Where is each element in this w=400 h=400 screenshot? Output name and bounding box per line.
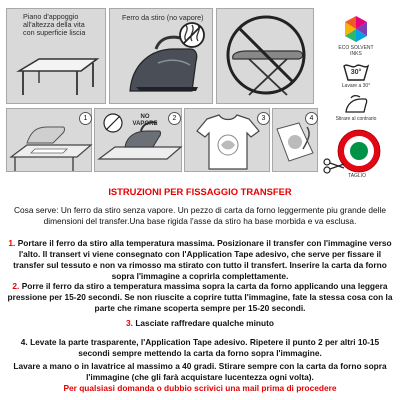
cut-label: TAGLIO	[348, 173, 366, 179]
wash-label: Lavare a 30°	[341, 83, 371, 89]
panel-step-2	[94, 108, 182, 172]
panel-iron-no-steam	[109, 8, 213, 104]
no-steam-symbol-icon	[110, 9, 214, 105]
step-2-text: Porre il ferro da stiro a temperatura massima sopra la carta da forno applicando una leggera pressione per 15-20 secondi. Se non riuscite a coprire tutta l'immagine, fate la stessa cosa con la parte che rimane scoperta sempre per 15-20 secondi.	[7, 281, 393, 313]
wash-paragraph	[4, 361, 396, 383]
intro-paragraph	[4, 205, 396, 227]
panel-step-4	[272, 108, 318, 172]
eco-solvent-logo-icon	[341, 14, 371, 44]
step-1-number: 1.	[8, 238, 16, 248]
panel-step-1	[6, 108, 92, 172]
step-1-paragraph	[4, 238, 396, 282]
step-2-number: 2.	[12, 281, 20, 291]
work-surface-caption: Piano d'appoggio all'altezza della vita con superficie liscia	[23, 12, 86, 38]
panel-step-3	[184, 108, 270, 172]
step-4-text: 4. Levate la parte trasparente, l'Application Tape adesivo. Ripetere il punto 2 per altri 10-15 secondi sempre mettendo la carta da forno sopra l'immagine.	[20, 337, 380, 358]
step-3-number: 3.	[126, 318, 133, 328]
panel-work-surface	[6, 8, 106, 104]
step-number-badge: 2	[168, 112, 181, 125]
panel-no-ironing-board	[216, 8, 314, 104]
no-steam-label: NO VAPORE	[132, 114, 158, 127]
wash-text: Lavare a mano o in lavatrice al massimo a 40 gradi. Stirare sempre con la carta da forno sopra l'immagine (che gli farà acquistare lucentezza ogni volta).	[13, 361, 387, 382]
ironing-label: Stirare al contrario	[335, 116, 377, 122]
contact-text: Per qualsiasi domanda o dubbio scrivici una mail prima di procedere	[63, 383, 337, 393]
iron-caption: Ferro da stiro (no vapore)	[122, 13, 204, 22]
step-4-paragraph	[4, 337, 396, 359]
iron-reverse-icon	[343, 94, 369, 116]
step-number-badge: 3	[257, 112, 270, 125]
step-3-paragraph	[4, 318, 396, 329]
no-ironing-board-icon	[217, 9, 315, 105]
step-number-badge: 4	[305, 112, 318, 125]
step-1-text: Portare il ferro da stiro alla temperatura massima. Posizionare il transfer con l'immagine verso l'alto. Il transert vi viene consegnato con l'Application Tape adesivo, che serve per fissare il transfer sul tessuto e non va rimosso ma stirato con tutto il transfert. Inserire la carta da forno sopra l'immagine a coprirla complettamente.	[13, 238, 392, 281]
step-number-badge: 1	[79, 112, 92, 125]
instructions-title: ISTRUZIONI PER FISSAGGIO TRANSFER	[108, 186, 292, 197]
wash-temperature: 30°	[350, 69, 362, 76]
contact-paragraph	[4, 383, 396, 394]
step-3-text: Lasciate raffredare qualche minuto	[133, 318, 274, 328]
eco-solvent-label: ECO SOLVENT INKS	[338, 45, 374, 57]
intro-text: Cosa serve: Un ferro da stiro senza vapore. Un pezzo di carta da forno leggermente piu grande delle dimensioni del transfer.Una base rigida l'asse da stiro ha base morbida e va esclusa.	[14, 205, 386, 226]
step-2-paragraph	[4, 281, 396, 314]
